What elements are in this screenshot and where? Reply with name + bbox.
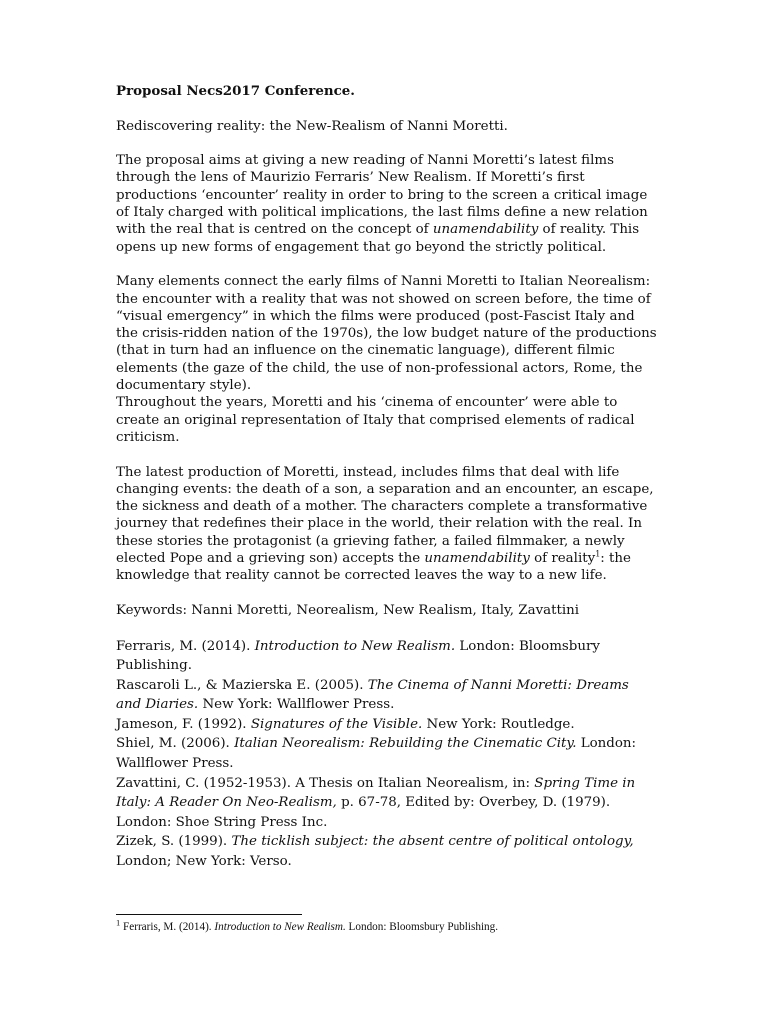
reference-text: New York: Routledge.: [422, 716, 575, 732]
reference-item: [116, 774, 658, 833]
reference-title: Introduction to New Realism.: [254, 638, 456, 654]
reference-title: The Cinema of Nanni Moretti: Dreams and Diaries.: [116, 677, 629, 713]
paragraph-text: : the knowledge that reality cannot be corrected leaves the way to a new life.: [116, 551, 631, 584]
reference-item: [116, 734, 658, 773]
reference-title: Signatures of the Visible.: [250, 716, 423, 732]
reference-text: Rascaroli L., & Mazierska E. (2005).: [116, 677, 368, 693]
paragraph-latest-production: [116, 464, 658, 585]
reference-text: Jameson, F. (1992).: [116, 716, 251, 732]
emphasis-text: unamendability: [424, 551, 530, 567]
footnote-marker[interactable]: 1: [595, 549, 601, 559]
footnote-text: Ferraris, M. (2014).: [120, 921, 215, 933]
paragraph-text: of reality. This opens up new forms of engagement that go beyond the strictly political.: [116, 222, 640, 255]
reference-text: Ferraris, M. (2014).: [116, 638, 255, 654]
footnote-text: London: Bloomsbury Publishing.: [345, 921, 499, 933]
paragraph-cinema-of-encounter: Throughout the years, Moretti and his ‘cinema of encounter’ were able to create an original representation of Italy that comprised elements of radical criticism.: [116, 395, 635, 445]
reference-title: Spring Time in Italy: A Reader On Neo-Realism,: [116, 775, 636, 811]
document-title: Proposal Necs2017 Conference.: [116, 83, 355, 99]
footnote: [116, 917, 676, 934]
references-list: [116, 637, 658, 872]
reference-text: p. 67-78, Edited by: Overbey, D. (1979). London: Shoe String Press Inc.: [116, 795, 611, 830]
reference-text: London: Wallflower Press.: [116, 736, 637, 772]
reference-item: [116, 676, 658, 715]
reference-item: [116, 715, 658, 735]
reference-text: New York: Wallflower Press.: [198, 697, 395, 713]
reference-text: Shiel, M. (2006).: [116, 736, 235, 752]
reference-title: Italian Neorealism: Rebuilding the Cinematic City.: [234, 736, 577, 752]
footnote-title: Introduction to New Realism.: [214, 921, 346, 933]
keywords-line: Keywords: Nanni Moretti, Neorealism, New Realism, Italy, Zavattini: [116, 602, 580, 618]
reference-text: Zavattini, C. (1952-1953). A Thesis on Italian Neorealism, in:: [116, 775, 535, 791]
paragraph-neorealism: Many elements connect the early films of Nanni Moretti to Italian Neorealism: the encounter with a reality that was not showed on screen before, the time of “visual emergency” in which the films were produced (post-Fascist Italy and the crisis-ridden nation of the 1970s), the low budget nature of the productions (that in turn had an influence on the cinematic language), different filmic elements (the gaze of the child, the use of non-professional actors, Rome, the documentary style).: [116, 274, 657, 394]
paragraph-text: of reality: [529, 551, 596, 567]
paragraph-text: The proposal aims at giving a new reading of Nanni Moretti’s latest films through the lens of Maurizio Ferraris’ New Realism. If Moretti’s first productions ‘encounter’ reality in order to bring to the screen a critical image of Italy charged with political implications, the last films define a new relation with the real that is centred on the concept of: [116, 153, 648, 238]
emphasis-text: unamendability: [432, 222, 539, 238]
footnote-number: 1: [116, 917, 121, 928]
paragraph-abstract: [116, 152, 658, 256]
paragraph-text: The latest production of Moretti, instead, includes films that deal with life changing events: the death of a son, a separation and an encounter, an escape, the sickness and death of a mother. The characters complete a transformative journey that redefines their place in the world, their relation with the real. In these stories the protagonist (a grieving father, a failed filmmaker, a newly elected Pope and a grieving son) accepts the: [116, 464, 654, 567]
reference-item: [116, 832, 658, 871]
reference-text: Zizek, S. (1999).: [116, 834, 232, 850]
document-subtitle: Rediscovering reality: the New-Realism of Nanni Moretti.: [116, 118, 508, 134]
footnote-separator: [116, 914, 302, 915]
reference-title: The ticklish subject: the absent centre of political ontology,: [231, 834, 634, 850]
reference-text: London; New York: Verso.: [116, 854, 292, 870]
reference-text: London: Bloomsbury Publishing.: [116, 638, 600, 674]
document-body: [116, 83, 658, 872]
reference-item: [116, 637, 658, 676]
